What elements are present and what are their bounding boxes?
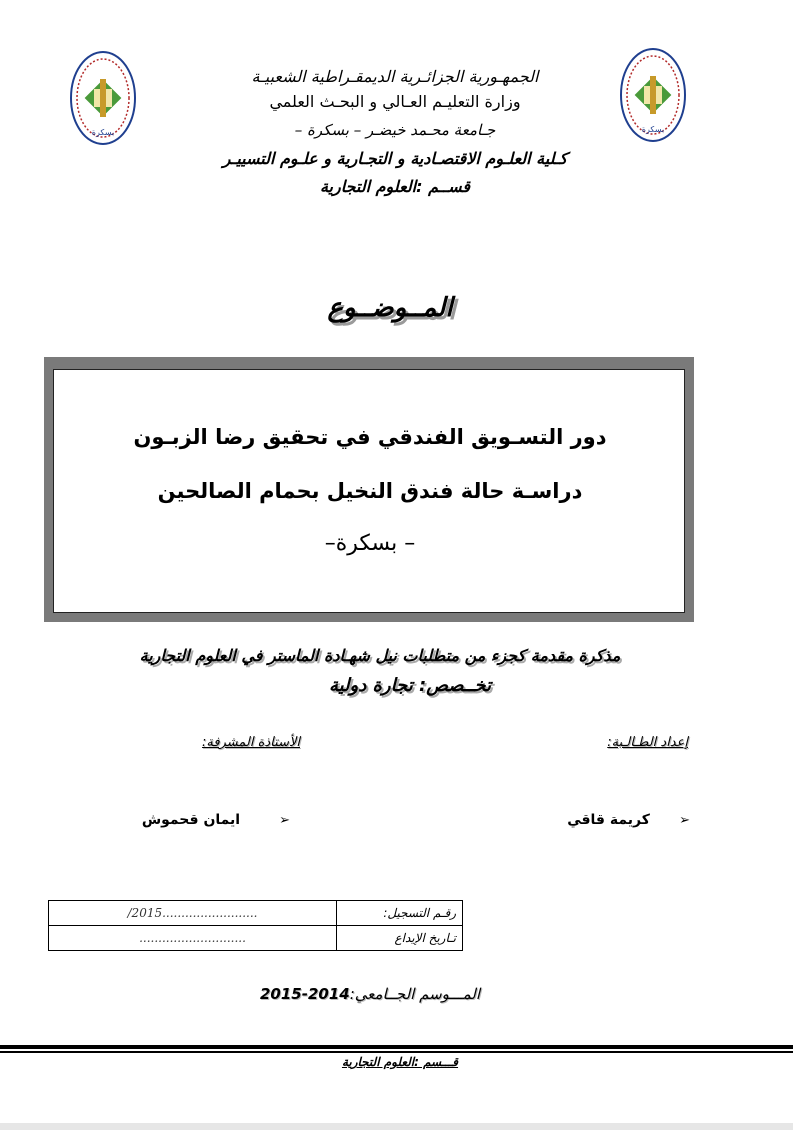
season-value: 2014-2015 — [259, 985, 350, 1003]
supervisor-name: ايمان قحموش — [141, 812, 241, 828]
registration-number-label: رقـم التسجيل: — [337, 901, 463, 926]
thesis-title-line2: دراسـة حالة فندق النخيل بحمام الصالحين — [157, 479, 583, 503]
topic-heading: المــوضــوع — [327, 293, 453, 323]
season-label: المـــوسم الجــامعي: — [349, 985, 480, 1003]
department-name: قســم :العلوم التجارية — [319, 177, 471, 196]
page-bottom-band — [0, 1123, 793, 1130]
deposit-date-label: تـاريخ الإيداع — [337, 926, 463, 951]
registration-table — [48, 900, 463, 951]
deposit-date-value: ............................ — [49, 926, 337, 951]
academic-season — [220, 985, 520, 1003]
bullet-arrow-icon: ➢ — [679, 813, 690, 828]
table-row — [49, 926, 463, 951]
supervisor-entry — [130, 812, 290, 828]
prepared-by-label: إعداد الطـالـبة: — [607, 735, 688, 750]
table-row — [49, 901, 463, 926]
logo-caption: بسكرة — [641, 125, 665, 134]
republic-name: الجمهـورية الجزائـرية الديمقـراطية الشعبيـة — [251, 67, 539, 86]
supervisor-label: الأستاذة المشرفة: — [202, 735, 300, 750]
student-name: كريمة قاقي — [567, 812, 650, 828]
logo-caption: بسكرة — [91, 128, 115, 137]
thesis-title-line3: – بسكرة– — [324, 531, 416, 556]
footer-rule-thick — [0, 1045, 793, 1049]
university-logo-left — [69, 49, 137, 147]
memo-purpose: مذكرة مقدمة كجزء من متطلبات نيل شهـادة الماستر في العلوم التجارية — [139, 646, 621, 665]
thesis-title-line1: دور التسـويق الفندقي في تحقيق رضا الزبـون — [133, 425, 607, 449]
footer-rule-thin — [0, 1051, 793, 1053]
student-entry — [540, 812, 690, 828]
specialty: تخــصص: تجارة دولية — [328, 675, 492, 696]
registration-number-value: /2015......................... — [49, 901, 337, 926]
university-name: جـامعة محـمد خيضـر – بسكرة – — [294, 121, 496, 139]
footer-department: قـــسم :العلوم التجارية — [341, 1055, 459, 1069]
faculty-name: كـلية العلـوم الاقتصـادية و التجـارية و علـوم التسييـر — [222, 149, 568, 168]
ministry-name: وزارة التعليـم العـالي و البحـث العلمي — [269, 92, 521, 111]
bullet-arrow-icon: ➢ — [279, 813, 290, 828]
